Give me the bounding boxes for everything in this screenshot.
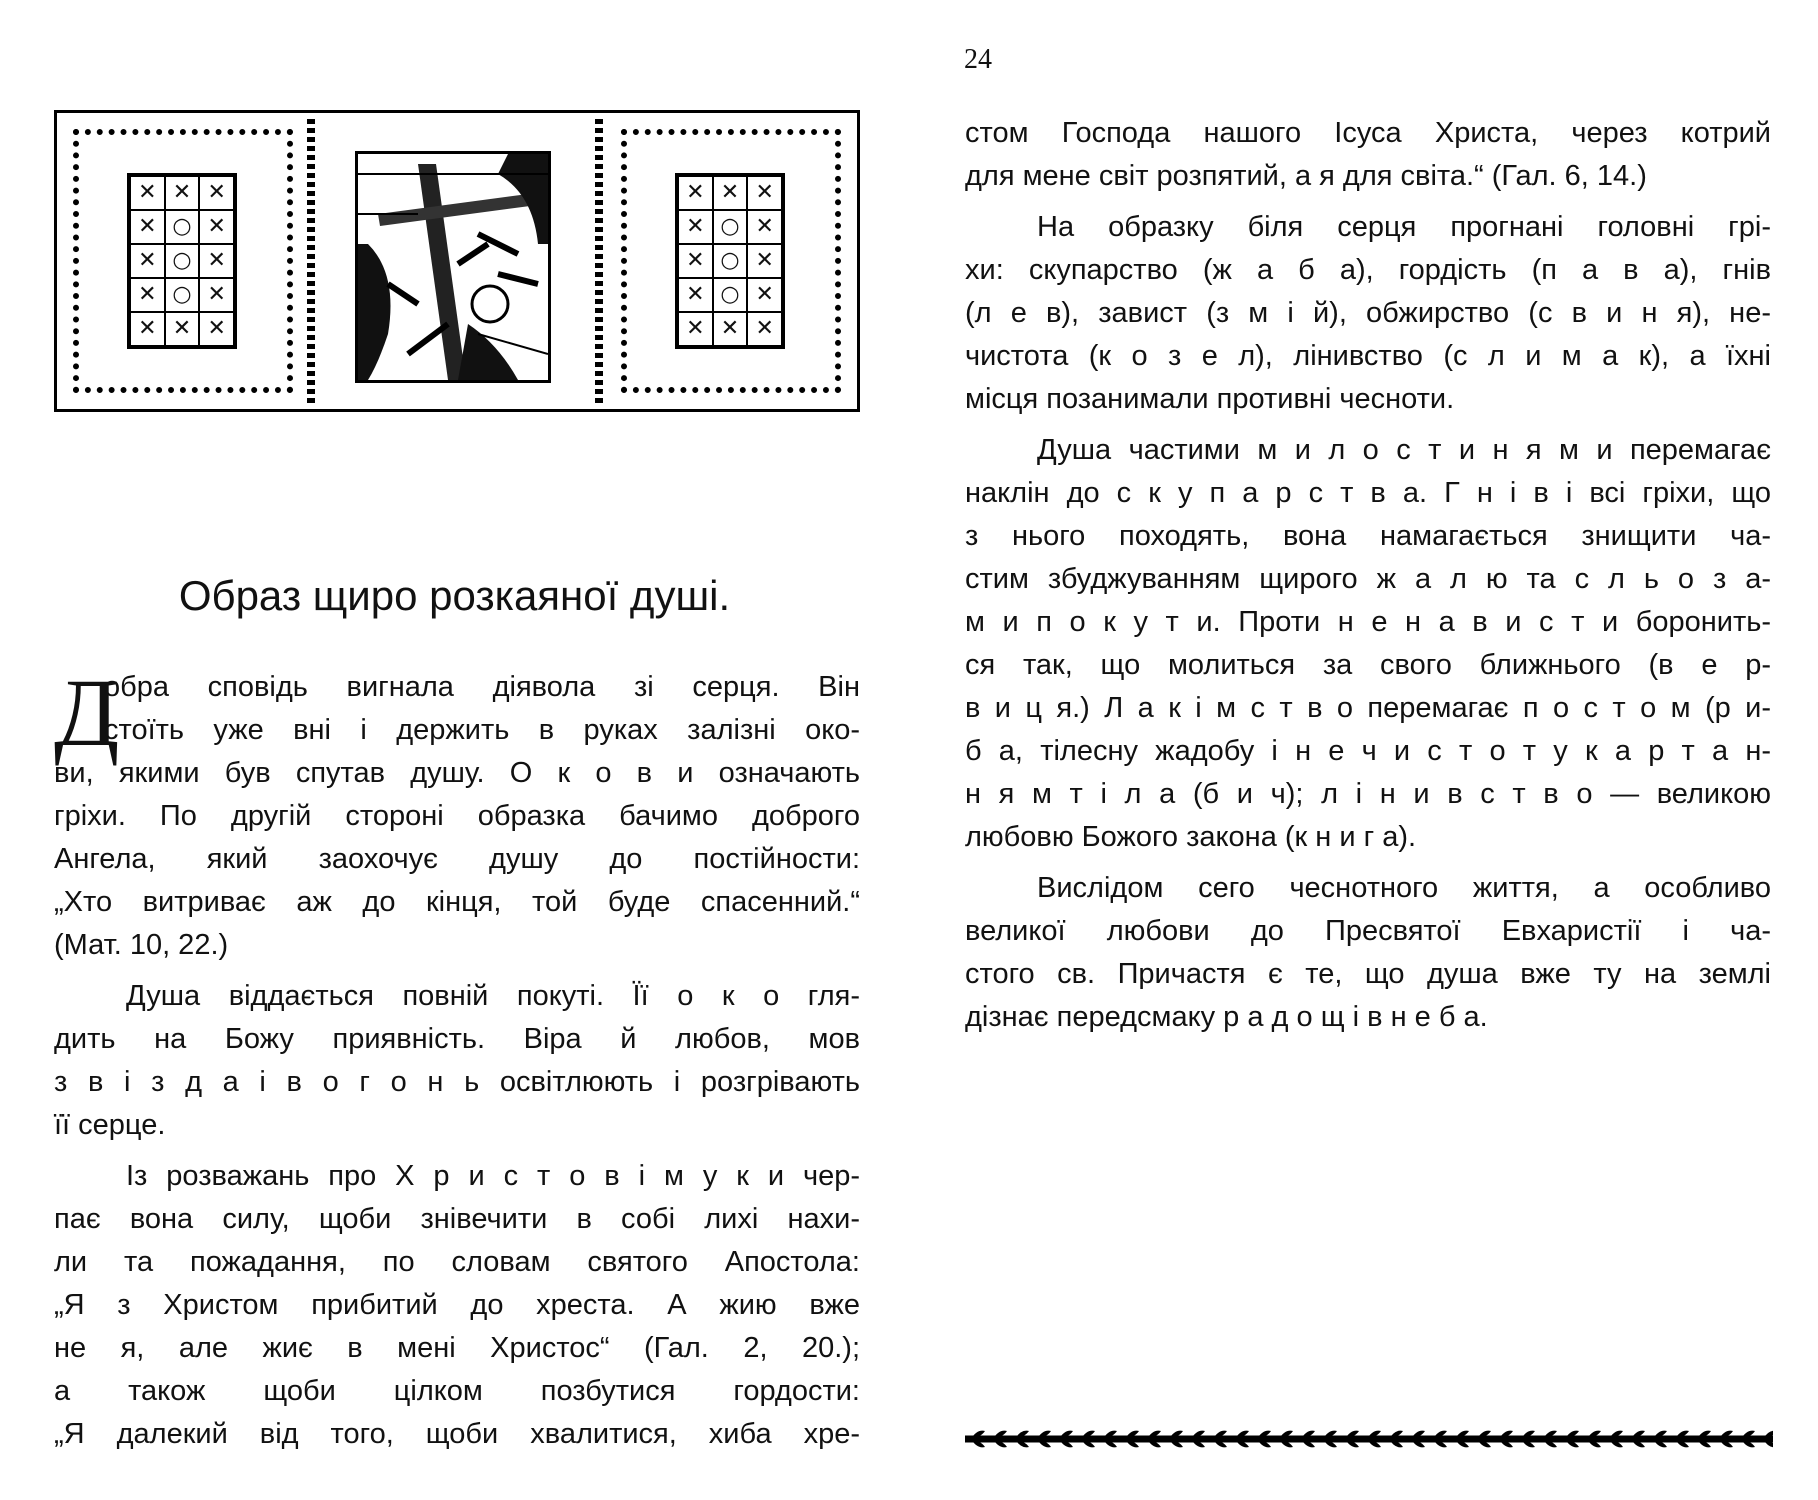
text-line: пає вона силу, щоби знівечити в собі лихі нахи- [54,1203,860,1235]
text-line: Душа частими м и л о с т и н я м и перемагає [1037,434,1771,466]
text-line: Вислідом сего чеснотного життя, а особливо [1037,872,1771,904]
cross-mark: ✕ [199,278,234,312]
text-line: гріхи. По другій стороні образка бачимо доброго [54,800,860,832]
crucifixion-engraving [355,151,551,383]
tailpiece-ornament [965,1428,1773,1450]
circle-mark: ○ [713,278,748,312]
text-line: м и п о к у т и. Проти н е н а в и с т и боронить- [965,606,1771,638]
text-line: хи: скупарство (ж а б а), гордість (п а в а), гнів [965,254,1771,286]
cross-mark: ✕ [130,278,165,312]
text-line: стоїть уже вні і держить в руках залізні око- [104,714,860,746]
text-line: „Я з Христом прибитий до хреста. А жию вже [54,1289,860,1321]
text-line: стом Господа нашого Ісуса Христа, через котрий [965,117,1771,149]
header-ornament [54,110,860,412]
text-line: ви, якими був спутав душу. О к о в и означають [54,757,860,789]
text-line: стим збуджуванням щирого ж а л ю та с л ь о з а- [965,563,1771,595]
cross-mark: ✕ [747,312,782,346]
text-line: чистота (к о з е л), лінивство (с л и м а к), а їхні [965,340,1771,372]
cross-mark: ✕ [130,244,165,278]
cross-mark: ✕ [678,244,713,278]
cross-mark: ✕ [678,278,713,312]
cross-mark: ✕ [199,210,234,244]
sin-grid-left [127,173,237,349]
text-line: в и ц я.) Л а к і м с т в о перемагає п о с т о м (р и- [965,692,1771,724]
text-line: (Мат. 10, 22.) [54,929,229,961]
text-line: н я м т і л а (б и ч); л і н и в с т в о — великою [965,778,1771,810]
text-line: Ангела, який заохочує душу до постійности: [54,843,860,875]
right-body-text [965,112,1771,1039]
cross-mark: ✕ [713,176,748,210]
cross-mark: ✕ [165,176,200,210]
text-line: великої любови до Пресвятої Евхаристії і ча- [965,915,1771,947]
cross-mark: ✕ [199,244,234,278]
text-line: обра сповідь вигнала діявола зі серця. Він [104,671,860,703]
text-line: ли та пожадання, по словам святого Апостола: [54,1246,860,1278]
text-line: з в і з д а і в о г о н ь освітлюють і розгрівають [54,1066,860,1098]
cross-mark: ✕ [747,176,782,210]
text-line: з нього походять, вона намагається знищити ча- [965,520,1771,552]
cross-mark: ✕ [678,312,713,346]
circle-mark: ○ [165,210,200,244]
text-line: дить на Божу приявність. Віра й любов, мов [54,1023,860,1055]
text-line: (л е в), завист (з м і й), обжирство (с в и н я), не- [965,297,1771,329]
text-line: На образку біля серця прогнані головні грі- [1037,211,1771,243]
text-line: не я, але жиє в мені Христос“ (Гал. 2, 20.); [54,1332,860,1364]
text-line: б а, тілесну жадобу і н е ч и с т о т у к а р т а н- [965,735,1771,767]
text-line: „Хто витриває аж до кінця, той буде спасенний.“ [54,886,860,918]
cross-mark: ✕ [678,176,713,210]
text-line: ся так, що молиться за свого ближнього (в е р- [965,649,1771,681]
cross-mark: ✕ [130,312,165,346]
text-line: місця позанимали противні чесноти. [965,383,1455,415]
text-line: а також щоби цілком позбутися гордости: [54,1375,860,1407]
circle-mark: ○ [713,210,748,244]
cross-mark: ✕ [130,210,165,244]
text-line: Душа віддається повній покуті. Її о к о гля- [126,980,860,1012]
right-grid-panel [611,119,851,403]
center-picture-panel [321,119,587,403]
text-line: любовю Божого закона (к н и г а). [965,821,1417,853]
cross-mark: ✕ [713,312,748,346]
separator-bar [307,119,315,403]
page-number: 24 [964,44,992,75]
text-line: стого св. Причастя є те, що душа вже ту на землі [965,958,1771,990]
chapter-title: Образ щиро розкаяної душі. [178,572,731,619]
right-page [909,0,1818,1500]
cross-mark: ✕ [130,176,165,210]
cross-mark: ✕ [199,176,234,210]
circle-mark: ○ [165,278,200,312]
left-body-text [54,659,860,1456]
text-line: наклін до с к у п а р с т в а. Г н і в і всі гріхи, що [965,477,1771,509]
text-line: для мене світ розпятий, а я для світа.“ (Гал. 6, 14.) [965,160,1647,192]
left-grid-panel [63,119,303,403]
separator-bar [595,119,603,403]
cross-mark: ✕ [165,312,200,346]
text-line: „Я далекий від того, щоби хвалитися, хиба хре- [54,1418,860,1450]
cross-mark: ✕ [747,244,782,278]
drop-cap: Д [54,659,120,766]
circle-mark: ○ [713,244,748,278]
circle-mark: ○ [165,244,200,278]
cross-mark: ✕ [678,210,713,244]
sin-grid-right [675,173,785,349]
text-line: Із розважань про Х р и с т о в і м у к и чер- [126,1160,860,1192]
cross-mark: ✕ [747,278,782,312]
cross-mark: ✕ [199,312,234,346]
cross-mark: ✕ [747,210,782,244]
text-line: дізнає передсмаку р а д о щ і в н е б а. [965,1001,1488,1033]
text-line: її серце. [54,1109,166,1141]
